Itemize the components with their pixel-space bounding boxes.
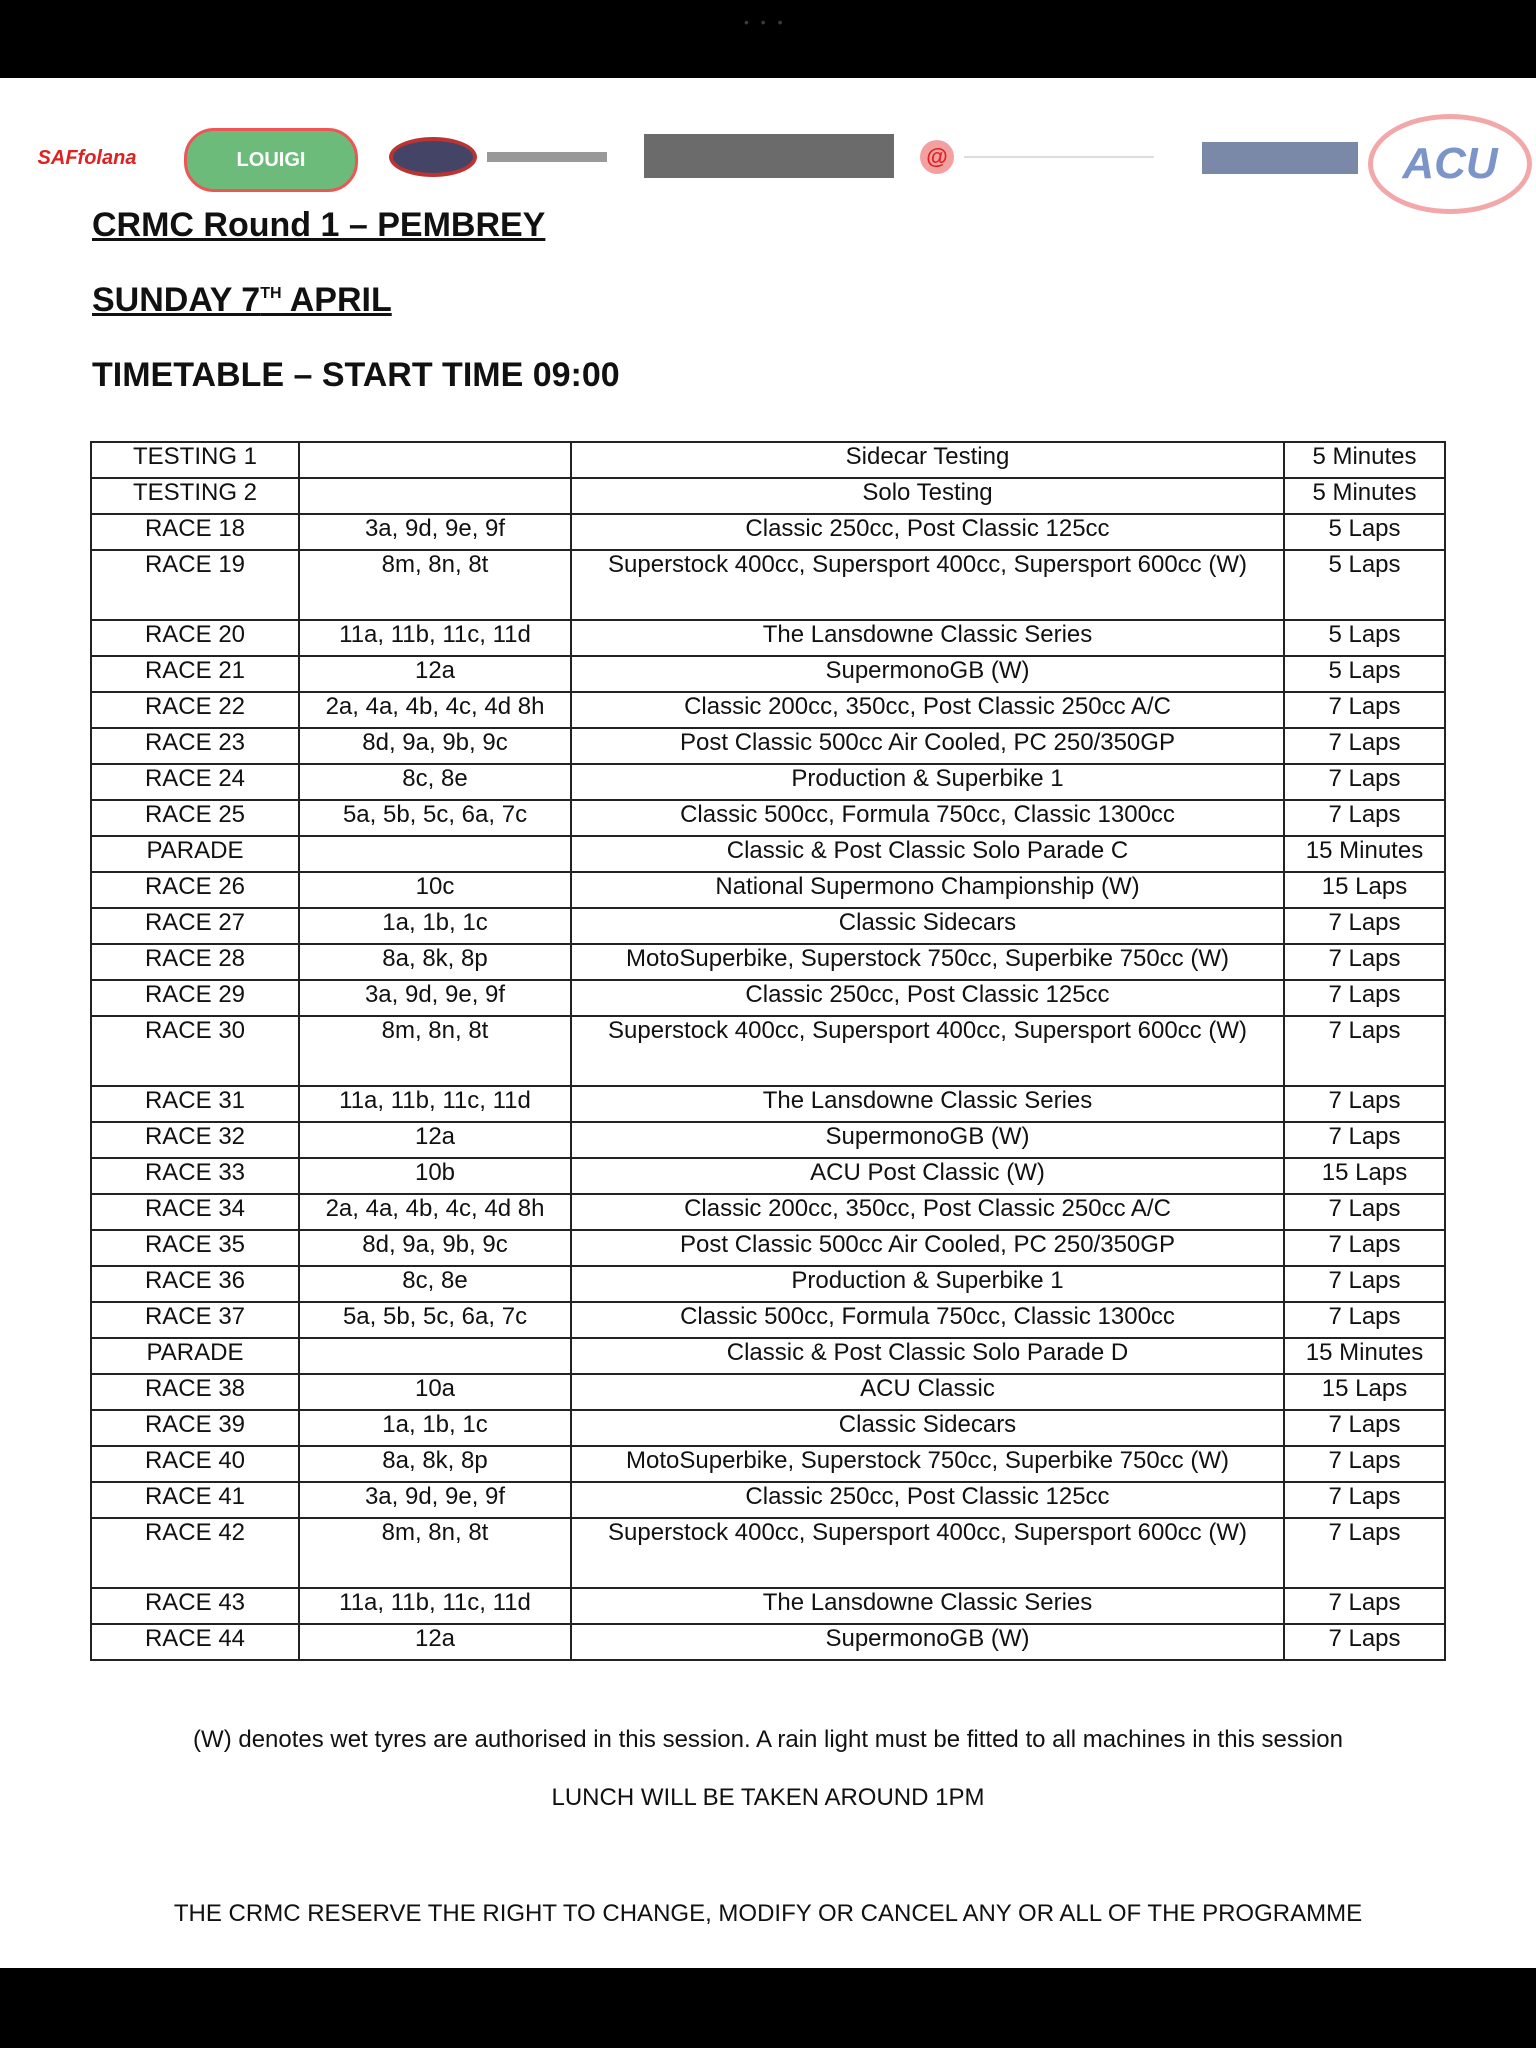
session-cell: RACE 25 <box>91 800 299 836</box>
duration-cell: 7 Laps <box>1284 1194 1445 1230</box>
table-row <box>91 692 1445 728</box>
classes-cell: 3a, 9d, 9e, 9f <box>299 980 571 1016</box>
table-row <box>91 1016 1445 1086</box>
table-row <box>91 620 1445 656</box>
description-cell: Solo Testing <box>571 478 1284 514</box>
classes-cell: 12a <box>299 1624 571 1660</box>
session-cell: PARADE <box>91 1338 299 1374</box>
table-row <box>91 980 1445 1016</box>
session-cell: RACE 23 <box>91 728 299 764</box>
table-row <box>91 442 1445 478</box>
bottom-bar <box>0 1968 1536 2048</box>
table-row <box>91 1338 1445 1374</box>
table-row <box>91 1410 1445 1446</box>
duration-cell: 5 Laps <box>1284 550 1445 620</box>
session-cell: RACE 37 <box>91 1302 299 1338</box>
duration-cell: 7 Laps <box>1284 728 1445 764</box>
description-cell: SupermonoGB (W) <box>571 1122 1284 1158</box>
acu-logo-icon: ACU <box>1368 114 1532 214</box>
session-cell: RACE 41 <box>91 1482 299 1518</box>
description-cell: Classic 200cc, 350cc, Post Classic 250cc A/C <box>571 692 1284 728</box>
classes-cell: 12a <box>299 1122 571 1158</box>
description-cell: Superstock 400cc, Supersport 400cc, Supersport 600cc (W) <box>571 550 1284 620</box>
session-cell: RACE 20 <box>91 620 299 656</box>
disclaimer: THE CRMC RESERVE THE RIGHT TO CHANGE, MODIFY OR CANCEL ANY OR ALL OF THE PROGRAMME <box>173 1900 1363 1927</box>
table-row <box>91 1266 1445 1302</box>
description-cell: Superstock 400cc, Supersport 400cc, Supersport 600cc (W) <box>571 1518 1284 1588</box>
duration-cell: 15 Laps <box>1284 1158 1445 1194</box>
performance-logo-icon: @ <box>920 140 1160 174</box>
table-row <box>91 1086 1445 1122</box>
classes-cell: 5a, 5b, 5c, 6a, 7c <box>299 1302 571 1338</box>
session-cell: RACE 38 <box>91 1374 299 1410</box>
table-row <box>91 1446 1445 1482</box>
more-dots-icon[interactable]: • • • <box>744 14 787 30</box>
duration-cell: 7 Laps <box>1284 908 1445 944</box>
race-timetable <box>90 441 1446 1661</box>
motorsport-logo-icon <box>388 136 608 178</box>
table-row <box>91 764 1445 800</box>
description-cell: Classic Sidecars <box>571 908 1284 944</box>
duration-cell: 15 Laps <box>1284 1374 1445 1410</box>
duration-cell: 7 Laps <box>1284 1230 1445 1266</box>
description-cell: ACU Classic <box>571 1374 1284 1410</box>
description-cell: Post Classic 500cc Air Cooled, PC 250/350GP <box>571 728 1284 764</box>
classes-cell <box>299 1338 571 1374</box>
duration-cell: 15 Minutes <box>1284 836 1445 872</box>
description-cell: The Lansdowne Classic Series <box>571 1086 1284 1122</box>
description-cell: The Lansdowne Classic Series <box>571 1588 1284 1624</box>
classes-cell: 11a, 11b, 11c, 11d <box>299 1588 571 1624</box>
session-cell: RACE 31 <box>91 1086 299 1122</box>
classes-cell: 8c, 8e <box>299 764 571 800</box>
classes-cell: 10a <box>299 1374 571 1410</box>
session-cell: TESTING 2 <box>91 478 299 514</box>
session-cell: RACE 36 <box>91 1266 299 1302</box>
table-row <box>91 728 1445 764</box>
session-cell: RACE 21 <box>91 656 299 692</box>
table-row <box>91 908 1445 944</box>
table-row <box>91 656 1445 692</box>
session-cell: RACE 19 <box>91 550 299 620</box>
duration-cell: 7 Laps <box>1284 980 1445 1016</box>
description-cell: Sidecar Testing <box>571 442 1284 478</box>
table-row <box>91 478 1445 514</box>
description-cell: Production & Superbike 1 <box>571 764 1284 800</box>
classes-cell: 8m, 8n, 8t <box>299 1518 571 1588</box>
duration-cell: 7 Laps <box>1284 1410 1445 1446</box>
session-cell: RACE 42 <box>91 1518 299 1588</box>
duration-cell: 7 Laps <box>1284 1482 1445 1518</box>
description-cell: National Supermono Championship (W) <box>571 872 1284 908</box>
description-cell: Classic 250cc, Post Classic 125cc <box>571 1482 1284 1518</box>
louigi-moto-logo-icon: LOUIGI <box>184 128 358 192</box>
timetable-heading: TIMETABLE – START TIME 09:00 <box>92 356 620 394</box>
classes-cell: 11a, 11b, 11c, 11d <box>299 1086 571 1122</box>
table-row <box>91 1518 1445 1588</box>
description-cell: SupermonoGB (W) <box>571 656 1284 692</box>
classes-cell <box>299 478 571 514</box>
classes-cell: 12a <box>299 656 571 692</box>
session-cell: RACE 24 <box>91 764 299 800</box>
table-row <box>91 1158 1445 1194</box>
duration-cell: 7 Laps <box>1284 1122 1445 1158</box>
classes-cell: 11a, 11b, 11c, 11d <box>299 620 571 656</box>
event-date: SUNDAY 7TH APRIL <box>92 281 392 319</box>
duration-cell: 5 Minutes <box>1284 442 1445 478</box>
table-row <box>91 1302 1445 1338</box>
lunch-note: LUNCH WILL BE TAKEN AROUND 1PM <box>551 1784 985 1811</box>
classes-cell: 3a, 9d, 9e, 9f <box>299 514 571 550</box>
duration-cell: 7 Laps <box>1284 1016 1445 1086</box>
wet-tyre-note: (W) denotes wet tyres are authorised in this session. A rain light must be fitted to all machines in this session <box>193 1726 1343 1753</box>
table-row <box>91 872 1445 908</box>
classes-cell: 10b <box>299 1158 571 1194</box>
classes-cell: 8d, 9a, 9b, 9c <box>299 728 571 764</box>
description-cell: ACU Post Classic (W) <box>571 1158 1284 1194</box>
table-row <box>91 1482 1445 1518</box>
description-cell: Classic & Post Classic Solo Parade C <box>571 836 1284 872</box>
session-cell: RACE 34 <box>91 1194 299 1230</box>
session-cell: RACE 44 <box>91 1624 299 1660</box>
description-cell: The Lansdowne Classic Series <box>571 620 1284 656</box>
table-row <box>91 1624 1445 1660</box>
description-cell: SupermonoGB (W) <box>571 1624 1284 1660</box>
classes-cell: 8a, 8k, 8p <box>299 944 571 980</box>
session-cell: RACE 18 <box>91 514 299 550</box>
duration-cell: 7 Laps <box>1284 692 1445 728</box>
duration-cell: 5 Laps <box>1284 656 1445 692</box>
description-cell: Superstock 400cc, Supersport 400cc, Supersport 600cc (W) <box>571 1016 1284 1086</box>
session-cell: RACE 30 <box>91 1016 299 1086</box>
table-row <box>91 550 1445 620</box>
duration-cell: 7 Laps <box>1284 1302 1445 1338</box>
duration-cell: 7 Laps <box>1284 1518 1445 1588</box>
table-row <box>91 1588 1445 1624</box>
session-cell: RACE 32 <box>91 1122 299 1158</box>
top-status-bar <box>0 0 1536 78</box>
session-cell: RACE 40 <box>91 1446 299 1482</box>
table-row <box>91 1122 1445 1158</box>
table-row <box>91 1230 1445 1266</box>
description-cell: MotoSuperbike, Superstock 750cc, Superbike 750cc (W) <box>571 944 1284 980</box>
session-cell: RACE 35 <box>91 1230 299 1266</box>
classes-cell: 8c, 8e <box>299 1266 571 1302</box>
session-cell: RACE 22 <box>91 692 299 728</box>
classes-cell: 10c <box>299 872 571 908</box>
session-cell: RACE 39 <box>91 1410 299 1446</box>
duration-cell: 7 Laps <box>1284 944 1445 980</box>
duration-cell: 15 Minutes <box>1284 1338 1445 1374</box>
table-row <box>91 836 1445 872</box>
duration-cell: 7 Laps <box>1284 1624 1445 1660</box>
table-row <box>91 800 1445 836</box>
description-cell: MotoSuperbike, Superstock 750cc, Superbike 750cc (W) <box>571 1446 1284 1482</box>
duration-cell: 5 Minutes <box>1284 478 1445 514</box>
classes-cell <box>299 442 571 478</box>
description-cell: Classic 250cc, Post Classic 125cc <box>571 980 1284 1016</box>
engine-services-logo-icon <box>1202 142 1358 174</box>
table-row <box>91 944 1445 980</box>
duration-cell: 7 Laps <box>1284 1266 1445 1302</box>
duration-cell: 5 Laps <box>1284 514 1445 550</box>
classes-cell: 8d, 9a, 9b, 9c <box>299 1230 571 1266</box>
description-cell: Production & Superbike 1 <box>571 1266 1284 1302</box>
description-cell: Post Classic 500cc Air Cooled, PC 250/350GP <box>571 1230 1284 1266</box>
classes-cell: 8m, 8n, 8t <box>299 1016 571 1086</box>
description-cell: Classic 500cc, Formula 750cc, Classic 1300cc <box>571 800 1284 836</box>
table-row <box>91 1194 1445 1230</box>
classes-cell: 8m, 8n, 8t <box>299 550 571 620</box>
classes-cell: 3a, 9d, 9e, 9f <box>299 1482 571 1518</box>
description-cell: Classic & Post Classic Solo Parade D <box>571 1338 1284 1374</box>
session-cell: RACE 28 <box>91 944 299 980</box>
duration-cell: 7 Laps <box>1284 1588 1445 1624</box>
classes-cell: 2a, 4a, 4b, 4c, 4d 8h <box>299 1194 571 1230</box>
session-cell: RACE 43 <box>91 1588 299 1624</box>
classes-cell: 2a, 4a, 4b, 4c, 4d 8h <box>299 692 571 728</box>
session-cell: RACE 26 <box>91 872 299 908</box>
duration-cell: 7 Laps <box>1284 800 1445 836</box>
description-cell: Classic 250cc, Post Classic 125cc <box>571 514 1284 550</box>
duration-cell: 15 Laps <box>1284 872 1445 908</box>
duration-cell: 7 Laps <box>1284 1446 1445 1482</box>
classes-cell <box>299 836 571 872</box>
classes-cell: 8a, 8k, 8p <box>299 1446 571 1482</box>
classic-bike-track-days-logo-icon <box>644 134 894 178</box>
description-cell: Classic 200cc, 350cc, Post Classic 250cc A/C <box>571 1194 1284 1230</box>
duration-cell: 5 Laps <box>1284 620 1445 656</box>
session-cell: RACE 27 <box>91 908 299 944</box>
timetable-document <box>0 78 1536 1968</box>
session-cell: PARADE <box>91 836 299 872</box>
classes-cell: 5a, 5b, 5c, 6a, 7c <box>299 800 571 836</box>
saf-logo-icon: SAFfolana <box>37 146 137 169</box>
session-cell: RACE 33 <box>91 1158 299 1194</box>
table-row <box>91 1374 1445 1410</box>
session-cell: RACE 29 <box>91 980 299 1016</box>
classes-cell: 1a, 1b, 1c <box>299 1410 571 1446</box>
description-cell: Classic 500cc, Formula 750cc, Classic 1300cc <box>571 1302 1284 1338</box>
event-title: CRMC Round 1 – PEMBREY <box>92 206 546 244</box>
classes-cell: 1a, 1b, 1c <box>299 908 571 944</box>
session-cell: TESTING 1 <box>91 442 299 478</box>
description-cell: Classic Sidecars <box>571 1410 1284 1446</box>
duration-cell: 7 Laps <box>1284 764 1445 800</box>
duration-cell: 7 Laps <box>1284 1086 1445 1122</box>
table-row <box>91 514 1445 550</box>
